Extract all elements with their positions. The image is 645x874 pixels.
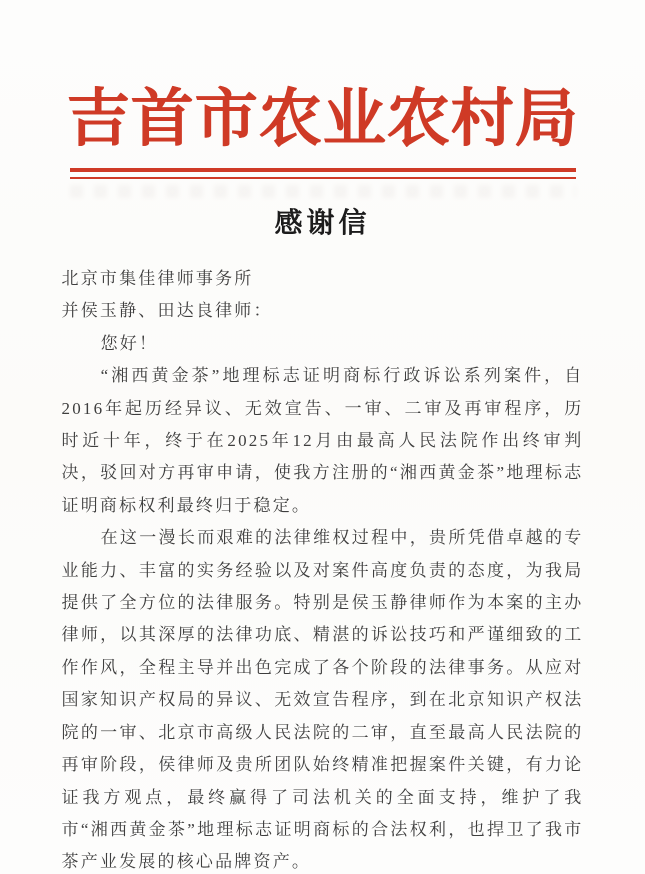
letter-body — [62, 263, 584, 874]
letter-title: 感谢信 — [274, 208, 371, 239]
paragraph-appreciation: 在这一漫长而艰难的法律维权过程中，贵所凭借卓越的专业能力、丰富的实务经验以及对案件高度负责的态度，为我局提供了全方位的法律服务。特别是侯玉静律师作为本案的主办律师，以其深厚的法律功底、精湛的诉讼技巧和严谨细致的工作作风，全程主导并出色完成了各个阶段的法律事务。从应对国家知识产权局的异议、无效宣告程序，到在北京知识产权法院的一审、北京市高级人民法院的二审，直至最高人民法院的再审阶段，侯律师及贵所团队始终精准把握案件关键，有力论证我方观点，最终赢得了司法机关的全面支持，维护了我市“湘西黄金茶”地理标志证明商标的合法权利，也捍卫了我市茶产业发展的核心品牌资产。 — [61, 528, 584, 872]
recipient-line-1: 北京市集佳律师事务所 — [61, 269, 254, 288]
recipient-line-2: 并侯玉静、田达良律师： — [61, 301, 273, 321]
paragraph-case-history: “湘西黄金茶”地理标志证明商标行政诉讼系列案件，自2016年起历经异议、无效宣告、一审、二审及再审程序，历时近十年，终于在2025年12月由最高人民法院作出终审判决，驳回对方再审申请，使我方注册的“湘西黄金茶”地理标志证明商标权利最终归于稳定。 — [61, 366, 584, 515]
letterhead-rule — [70, 168, 576, 179]
greeting-line: 您好！ — [100, 333, 159, 353]
letterhead — [0, 0, 645, 179]
org-name: 吉首市农业农村局 — [66, 84, 579, 154]
scan-bleed-artifact — [70, 185, 576, 198]
